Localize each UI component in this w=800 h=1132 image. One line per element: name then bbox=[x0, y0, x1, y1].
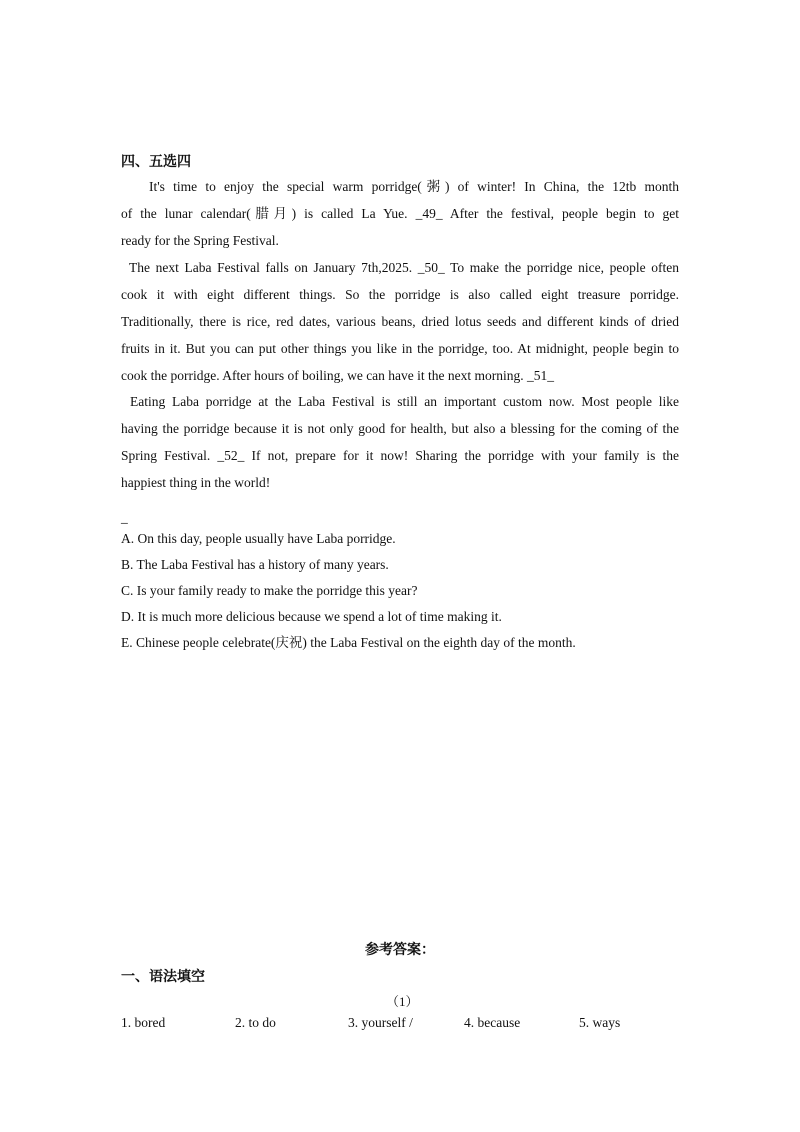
option-c: C. Is your family ready to make the porridge this year? bbox=[121, 583, 418, 598]
passage-line: fruits in it. But you can put other things you like in the porridge, too. At midnight, people begin to bbox=[121, 341, 679, 356]
passage-paragraph-1 bbox=[121, 173, 679, 254]
passage-line: cook it with eight different things. So the porridge is also called eight treasure porridge. bbox=[121, 287, 679, 302]
answer-item-3: 3. yourself / bbox=[348, 1015, 413, 1030]
passage-line: of the lunar calendar(腊月) is called La Yue. _49_ After the festival, people begin to get bbox=[121, 206, 679, 221]
passage-paragraph-3 bbox=[121, 388, 679, 496]
question-number: （1） bbox=[386, 994, 419, 1009]
answers-title: 参考答案： bbox=[365, 943, 435, 958]
answers-subtitle: 一、语法填空 bbox=[121, 970, 205, 985]
answer-item-1: 1. bored bbox=[121, 1015, 166, 1030]
section-title: 四、五选四 bbox=[121, 155, 191, 170]
options-list bbox=[121, 509, 681, 656]
passage-line: It's time to enjoy the special warm porridge(粥) of winter! In China, the 12tb month bbox=[149, 179, 679, 194]
answer-row bbox=[0, 1015, 800, 1035]
option-b: B. The Laba Festival has a history of many years. bbox=[121, 557, 389, 572]
answer-item-4: 4. because bbox=[464, 1015, 521, 1030]
blank-mark: _ bbox=[121, 510, 128, 525]
passage-line: having the porridge because it is not only good for health, but also a blessing for the coming of the bbox=[121, 421, 679, 436]
passage-line: Traditionally, there is rice, red dates, various beans, dried lotus seeds and different kinds of dried bbox=[121, 314, 679, 329]
option-d: D. It is much more delicious because we spend a lot of time making it. bbox=[121, 609, 502, 624]
passage-line: The next Laba Festival falls on January 7th,2025. _50_ To make the porridge nice, people often bbox=[129, 260, 679, 275]
passage-paragraph-2 bbox=[121, 254, 679, 389]
passage-line: Eating Laba porridge at the Laba Festival is still an important custom now. Most people like bbox=[130, 394, 679, 409]
passage-line: Spring Festival. _52_ If not, prepare for it now! Sharing the porridge with your family is the bbox=[121, 448, 679, 463]
answer-item-2: 2. to do bbox=[235, 1015, 276, 1030]
option-a: A. On this day, people usually have Laba porridge. bbox=[121, 531, 396, 546]
answer-item-5: 5. ways bbox=[579, 1015, 621, 1030]
passage-line: happiest thing in the world! bbox=[121, 475, 271, 490]
passage-line: cook the porridge. After hours of boiling, we can have it the next morning. _51_ bbox=[121, 368, 555, 383]
passage-line: ready for the Spring Festival. bbox=[121, 233, 279, 248]
option-e: E. Chinese people celebrate(庆祝) the Laba Festival on the eighth day of the month. bbox=[121, 635, 576, 650]
